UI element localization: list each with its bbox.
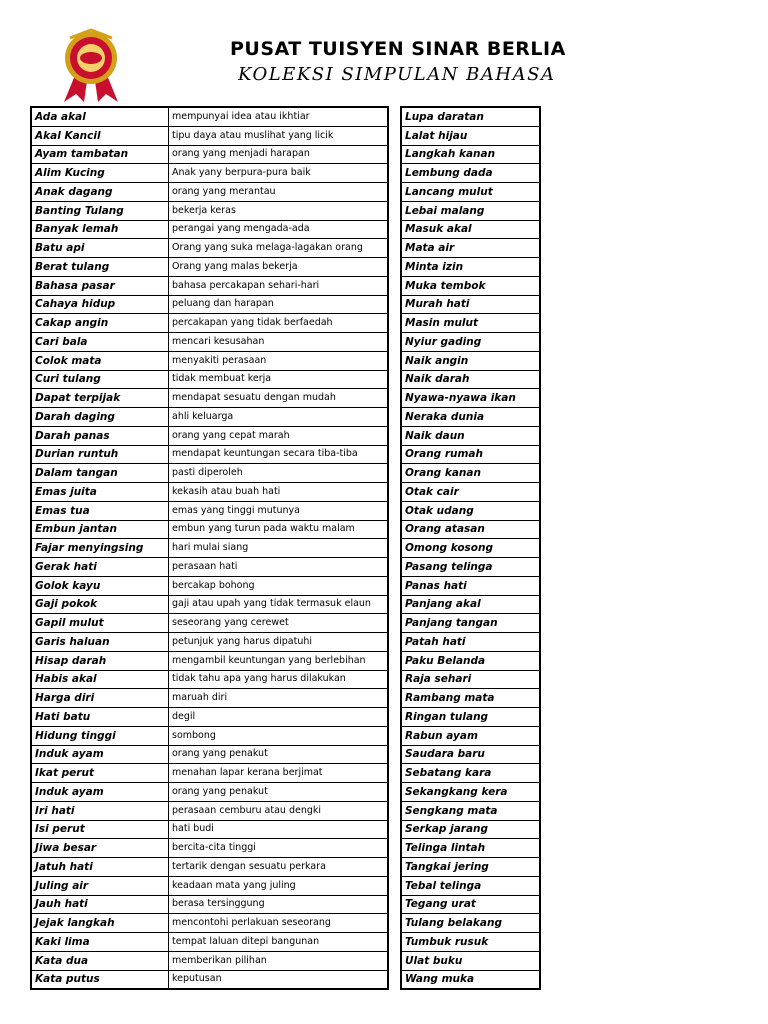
idiom-meaning: mempunyai idea atau ikhtiar [169, 107, 389, 126]
idiom-term: Panas hati [401, 576, 540, 595]
idiom-term: Lancang mulut [401, 183, 540, 202]
idiom-term: Sebatang kara [401, 764, 540, 783]
idiom-term: Induk ayam [31, 783, 169, 802]
table-row [401, 370, 540, 389]
idiom-term: Harga diri [31, 689, 169, 708]
idiom-term: Gerak hati [31, 558, 169, 577]
table-row [31, 426, 388, 445]
table-row [401, 670, 540, 689]
table-row [31, 389, 388, 408]
table-row [31, 876, 388, 895]
table-row [31, 708, 388, 727]
table-row [401, 783, 540, 802]
table-row [401, 539, 540, 558]
idiom-meaning: tempat laluan ditepi bangunan [169, 933, 389, 952]
idiom-term: Hisap darah [31, 651, 169, 670]
table-row [401, 708, 540, 727]
table-row [31, 783, 388, 802]
idiom-meaning: orang yang cepat marah [169, 426, 389, 445]
idiom-term: Cahaya hidup [31, 295, 169, 314]
idiom-meaning: orang yang menjadi harapan [169, 145, 389, 164]
idiom-term: Minta izin [401, 258, 540, 277]
idiom-meaning: seseorang yang cerewet [169, 614, 389, 633]
table-row [31, 689, 388, 708]
table-row [31, 745, 388, 764]
idiom-term: Omong kosong [401, 539, 540, 558]
table-row [401, 689, 540, 708]
idiom-meaning: tipu daya atau muslihat yang licik [169, 126, 389, 145]
idiom-term: Masin mulut [401, 314, 540, 333]
idiom-meaning: maruah diri [169, 689, 389, 708]
idiom-meaning: bahasa percakapan sehari-hari [169, 276, 389, 295]
table-row [31, 951, 388, 970]
table-row [31, 351, 388, 370]
table-row [31, 670, 388, 689]
idiom-term: Isi perut [31, 820, 169, 839]
idiom-meaning: perasaan cemburu atau dengki [169, 801, 389, 820]
idiom-meaning: menahan lapar kerana berjimat [169, 764, 389, 783]
idiom-term: Jiwa besar [31, 839, 169, 858]
idiom-meaning: mengambil keuntungan yang berlebihan [169, 651, 389, 670]
table-row [401, 426, 540, 445]
idiom-term: Golok kayu [31, 576, 169, 595]
table-row [31, 764, 388, 783]
table-row [401, 820, 540, 839]
idiom-meaning: ahli keluarga [169, 408, 389, 427]
idiom-meaning: tidak membuat kerja [169, 370, 389, 389]
idiom-term: Cakap angin [31, 314, 169, 333]
table-row [31, 520, 388, 539]
idiom-meaning: embun yang turun pada waktu malam [169, 520, 389, 539]
idiom-term: Juling air [31, 876, 169, 895]
idiom-meaning: keputusan [169, 970, 389, 989]
idiom-term: Telinga lintah [401, 839, 540, 858]
table-row [401, 558, 540, 577]
idiom-term: Alim Kucing [31, 164, 169, 183]
table-row [31, 839, 388, 858]
table-row [401, 464, 540, 483]
table-row [401, 145, 540, 164]
table-row [401, 258, 540, 277]
idiom-meaning: gaji atau upah yang tidak termasuk elaun [169, 595, 389, 614]
idiom-meaning: orang yang merantau [169, 183, 389, 202]
table-row [401, 126, 540, 145]
idiom-term: Kaki lima [31, 933, 169, 952]
idiom-term: Tangkai jering [401, 858, 540, 877]
idiom-term: Kata putus [31, 970, 169, 989]
table-row [401, 201, 540, 220]
idiom-term: Raja sehari [401, 670, 540, 689]
table-row [401, 858, 540, 877]
idiom-term: Orang rumah [401, 445, 540, 464]
idiom-term: Pasang telinga [401, 558, 540, 577]
idiom-meaning: memberikan pilihan [169, 951, 389, 970]
table-row [401, 520, 540, 539]
idiom-meaning: peluang dan harapan [169, 295, 389, 314]
table-row [31, 295, 388, 314]
table-row [31, 483, 388, 502]
table-row [31, 595, 388, 614]
idiom-meaning: Anak yany berpura-pura baik [169, 164, 389, 183]
table-row [401, 351, 540, 370]
table-row [31, 464, 388, 483]
idiom-term: Sekangkang kera [401, 783, 540, 802]
idiom-term: Lebai malang [401, 201, 540, 220]
idiom-term: Hati batu [31, 708, 169, 727]
table-row [31, 408, 388, 427]
idiom-meaning: berasa tersinggung [169, 895, 389, 914]
table-row [31, 576, 388, 595]
table-row [401, 501, 540, 520]
table-row [401, 633, 540, 652]
idiom-term: Orang atasan [401, 520, 540, 539]
idiom-meaning: pasti diperoleh [169, 464, 389, 483]
idiom-term: Dalam tangan [31, 464, 169, 483]
idiom-meaning: emas yang tinggi mutunya [169, 501, 389, 520]
idiom-meaning: degil [169, 708, 389, 727]
idiom-term: Darah panas [31, 426, 169, 445]
idiom-term: Otak cair [401, 483, 540, 502]
table-row [31, 726, 388, 745]
table-row [31, 201, 388, 220]
table-row [401, 220, 540, 239]
idiom-term: Banting Tulang [31, 201, 169, 220]
idiom-meaning: menyakiti perasaan [169, 351, 389, 370]
idiom-term: Naik angin [401, 351, 540, 370]
idiom-term: Ulat buku [401, 951, 540, 970]
table-row [401, 801, 540, 820]
table-row [31, 858, 388, 877]
idiom-term: Sengkang mata [401, 801, 540, 820]
idiom-term: Saudara baru [401, 745, 540, 764]
idiom-table-left [30, 106, 389, 990]
table-row [31, 333, 388, 352]
idiom-term: Masuk akal [401, 220, 540, 239]
table-row [31, 633, 388, 652]
idiom-meaning: sombong [169, 726, 389, 745]
table-row [31, 651, 388, 670]
idiom-term: Garis haluan [31, 633, 169, 652]
table-row [401, 408, 540, 427]
table-row [31, 145, 388, 164]
idiom-term: Naik daun [401, 426, 540, 445]
idiom-term: Muka tembok [401, 276, 540, 295]
idiom-term: Fajar menyingsing [31, 539, 169, 558]
idiom-term: Tebal telinga [401, 876, 540, 895]
idiom-term: Neraka dunia [401, 408, 540, 427]
idiom-term: Curi tulang [31, 370, 169, 389]
idiom-meaning: mendapat keuntungan secara tiba-tiba [169, 445, 389, 464]
tuition-logo [58, 28, 124, 104]
idiom-meaning: tertarik dengan sesuatu perkara [169, 858, 389, 877]
idiom-meaning: Orang yang suka melaga-lagakan orang [169, 239, 389, 258]
idiom-term: Otak udang [401, 501, 540, 520]
idiom-meaning: mencontohi perlakuan seseorang [169, 914, 389, 933]
idiom-term: Habis akal [31, 670, 169, 689]
table-row [401, 951, 540, 970]
idiom-term: Ikat perut [31, 764, 169, 783]
logo-emblem [80, 52, 102, 64]
idiom-term: Rambang mata [401, 689, 540, 708]
idiom-meaning: kekasih atau buah hati [169, 483, 389, 502]
idiom-term: Nyiur gading [401, 333, 540, 352]
table-row [31, 914, 388, 933]
table-row [401, 389, 540, 408]
idiom-meaning: perasaan hati [169, 558, 389, 577]
table-row [401, 614, 540, 633]
idiom-meaning: Orang yang malas bekerja [169, 258, 389, 277]
table-row [401, 576, 540, 595]
idiom-term: Dapat terpijak [31, 389, 169, 408]
table-row [31, 183, 388, 202]
idiom-meaning: perangai yang mengada-ada [169, 220, 389, 239]
idiom-meaning: bercita-cita tinggi [169, 839, 389, 858]
idiom-term: Nyawa-nyawa ikan [401, 389, 540, 408]
idiom-term: Hidung tinggi [31, 726, 169, 745]
table-row [401, 314, 540, 333]
idiom-term: Ayam tambatan [31, 145, 169, 164]
idiom-meaning: mendapat sesuatu dengan mudah [169, 389, 389, 408]
table-row [31, 539, 388, 558]
table-row [401, 107, 540, 126]
idiom-term: Murah hati [401, 295, 540, 314]
idiom-term: Mata air [401, 239, 540, 258]
table-row [31, 314, 388, 333]
page-title: PUSAT TUISYEN SINAR BERLIA [230, 38, 566, 60]
idiom-term: Patah hati [401, 633, 540, 652]
idiom-term: Lupa daratan [401, 107, 540, 126]
table-row [31, 126, 388, 145]
table-row [31, 933, 388, 952]
table-row [401, 295, 540, 314]
idiom-term: Akal Kancil [31, 126, 169, 145]
table-row [401, 183, 540, 202]
idiom-term: Durian runtuh [31, 445, 169, 464]
idiom-meaning: hati budi [169, 820, 389, 839]
idiom-term: Naik darah [401, 370, 540, 389]
table-row [31, 801, 388, 820]
idiom-term: Gaji pokok [31, 595, 169, 614]
idiom-meaning: orang yang penakut [169, 745, 389, 764]
page-subtitle: KOLEKSI SIMPULAN BAHASA [238, 64, 556, 85]
table-row [401, 239, 540, 258]
table-row [401, 764, 540, 783]
table-row [401, 933, 540, 952]
table-row [31, 107, 388, 126]
table-row [401, 914, 540, 933]
table-row [31, 258, 388, 277]
idiom-meaning: hari mulai siang [169, 539, 389, 558]
idiom-meaning: percakapan yang tidak berfaedah [169, 314, 389, 333]
idiom-meaning: tidak tahu apa yang harus dilakukan [169, 670, 389, 689]
idiom-term: Jatuh hati [31, 858, 169, 877]
idiom-meaning: bercakap bohong [169, 576, 389, 595]
table-row [401, 445, 540, 464]
idiom-term: Emas juita [31, 483, 169, 502]
table-row [31, 501, 388, 520]
table-row [31, 820, 388, 839]
idiom-term: Darah daging [31, 408, 169, 427]
idiom-term: Panjang akal [401, 595, 540, 614]
idiom-term: Tulang belakang [401, 914, 540, 933]
table-row [401, 895, 540, 914]
table-row [401, 839, 540, 858]
idiom-term: Panjang tangan [401, 614, 540, 633]
idiom-term: Banyak lemah [31, 220, 169, 239]
idiom-meaning: keadaan mata yang juling [169, 876, 389, 895]
idiom-term: Induk ayam [31, 745, 169, 764]
idiom-term: Bahasa pasar [31, 276, 169, 295]
table-row [31, 164, 388, 183]
idiom-meaning: petunjuk yang harus dipatuhi [169, 633, 389, 652]
idiom-term: Ada akal [31, 107, 169, 126]
idiom-term: Tegang urat [401, 895, 540, 914]
table-row [31, 970, 388, 989]
idiom-meaning: bekerja keras [169, 201, 389, 220]
table-row [31, 370, 388, 389]
idiom-term: Serkap jarang [401, 820, 540, 839]
idiom-term: Langkah kanan [401, 145, 540, 164]
idiom-term: Batu api [31, 239, 169, 258]
idiom-meaning: orang yang penakut [169, 783, 389, 802]
table-row [31, 558, 388, 577]
idiom-term: Gapil mulut [31, 614, 169, 633]
table-row [31, 239, 388, 258]
table-row [401, 970, 540, 989]
idiom-term: Wang muka [401, 970, 540, 989]
table-row [31, 895, 388, 914]
idiom-term: Lalat hijau [401, 126, 540, 145]
idiom-term: Tumbuk rusuk [401, 933, 540, 952]
table-row [401, 276, 540, 295]
idiom-term: Anak dagang [31, 183, 169, 202]
idiom-term: Cari bala [31, 333, 169, 352]
table-row [31, 276, 388, 295]
idiom-term: Iri hati [31, 801, 169, 820]
table-row [401, 333, 540, 352]
idiom-meaning: mencari kesusahan [169, 333, 389, 352]
idiom-term: Lembung dada [401, 164, 540, 183]
table-row [401, 164, 540, 183]
idiom-term: Paku Belanda [401, 651, 540, 670]
idiom-term: Jauh hati [31, 895, 169, 914]
idiom-term: Rabun ayam [401, 726, 540, 745]
table-row [401, 595, 540, 614]
idiom-term: Kata dua [31, 951, 169, 970]
idiom-term: Embun jantan [31, 520, 169, 539]
table-row [401, 726, 540, 745]
idiom-table-right [400, 106, 541, 990]
idiom-term: Berat tulang [31, 258, 169, 277]
idiom-term: Ringan tulang [401, 708, 540, 727]
table-row [401, 745, 540, 764]
table-row [401, 876, 540, 895]
idiom-term: Emas tua [31, 501, 169, 520]
table-row [31, 220, 388, 239]
table-row [31, 445, 388, 464]
idiom-term: Orang kanan [401, 464, 540, 483]
table-row [401, 651, 540, 670]
table-row [401, 483, 540, 502]
idiom-term: Jejak langkah [31, 914, 169, 933]
table-row [31, 614, 388, 633]
idiom-term: Colok mata [31, 351, 169, 370]
